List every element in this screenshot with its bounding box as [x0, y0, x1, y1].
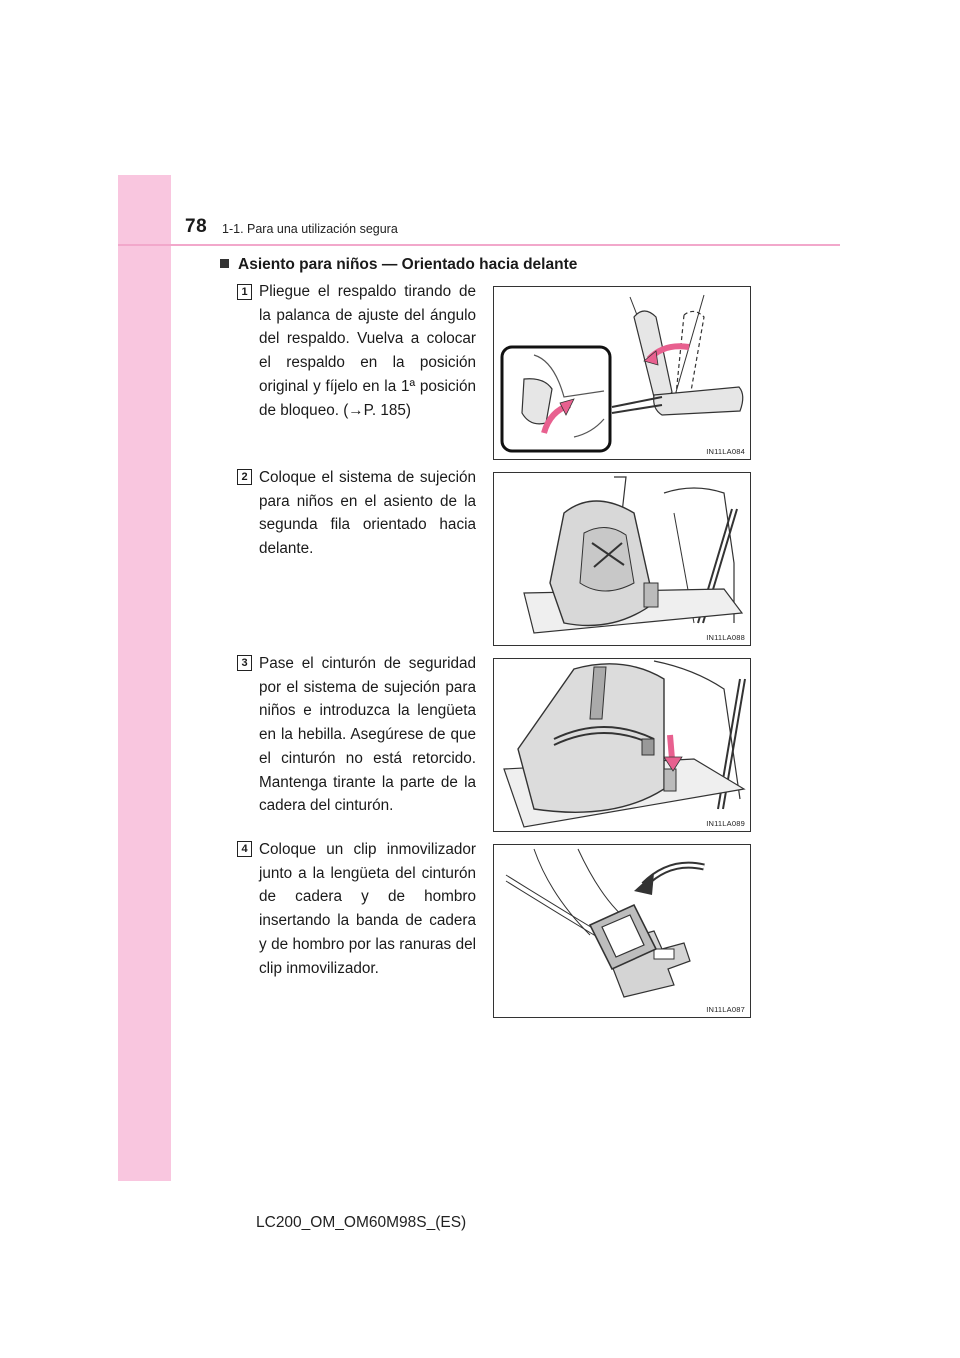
- step-badge-2: 2: [237, 469, 252, 485]
- step-badge-3: 3: [237, 655, 252, 671]
- step-text-3: Pase el cinturón de seguridad por el sistema de sujeción para niños e introduzca la lengüeta en la hebilla. Asegúrese de que el cinturón no está retorcido. Mantenga tirante la parte de la cadera del cinturón.: [259, 655, 476, 815]
- illustration-place-child-seat: [493, 472, 751, 646]
- figure-code: IN11LA089: [706, 819, 745, 828]
- step-text-4: Coloque un clip inmovilizador junto a la lengüeta del cinturón de cadera y de hombro insertando la banda de cadera y de hombro por las ranuras del clip inmovilizador.: [259, 841, 476, 977]
- step-text-2: Coloque el sistema de sujeción para niños en el asiento de la segunda fila orientado hacia delante.: [259, 469, 476, 558]
- section-heading-text: Asiento para niños — Orientado hacia delante: [238, 256, 578, 273]
- step-badge-1: 1: [237, 284, 252, 300]
- illustration-locking-clip: [493, 844, 751, 1018]
- illustration-fold-seatback: [493, 286, 751, 460]
- section-heading: [220, 256, 577, 274]
- seat-fold-drawing: [494, 287, 750, 459]
- square-bullet-icon: [220, 259, 229, 268]
- step-badge-4: 4: [237, 841, 252, 857]
- document-code: LC200_OM_OM60M98S_(ES): [256, 1214, 467, 1231]
- step-text-1: Pliegue el respaldo tirando de la palanca de ajuste del ángulo del respaldo. Vuelva a colocar el respaldo en la posición original y fíjelo en la 1ª posición de bloqueo. (→P. 185): [259, 283, 476, 419]
- locking-clip-drawing: [494, 845, 750, 1017]
- belt-routing-drawing: [494, 659, 750, 831]
- side-tab-band: [118, 175, 171, 1181]
- header-divider: [118, 244, 840, 246]
- illustration-route-belt: [493, 658, 751, 832]
- figure-code: IN11LA087: [706, 1005, 745, 1014]
- child-seat-placement-drawing: [494, 473, 750, 645]
- figure-code: IN11LA088: [706, 633, 745, 642]
- running-header: 1-1. Para una utilización segura: [222, 222, 398, 236]
- figure-code: IN11LA084: [706, 447, 745, 456]
- page-number: 78: [185, 216, 208, 237]
